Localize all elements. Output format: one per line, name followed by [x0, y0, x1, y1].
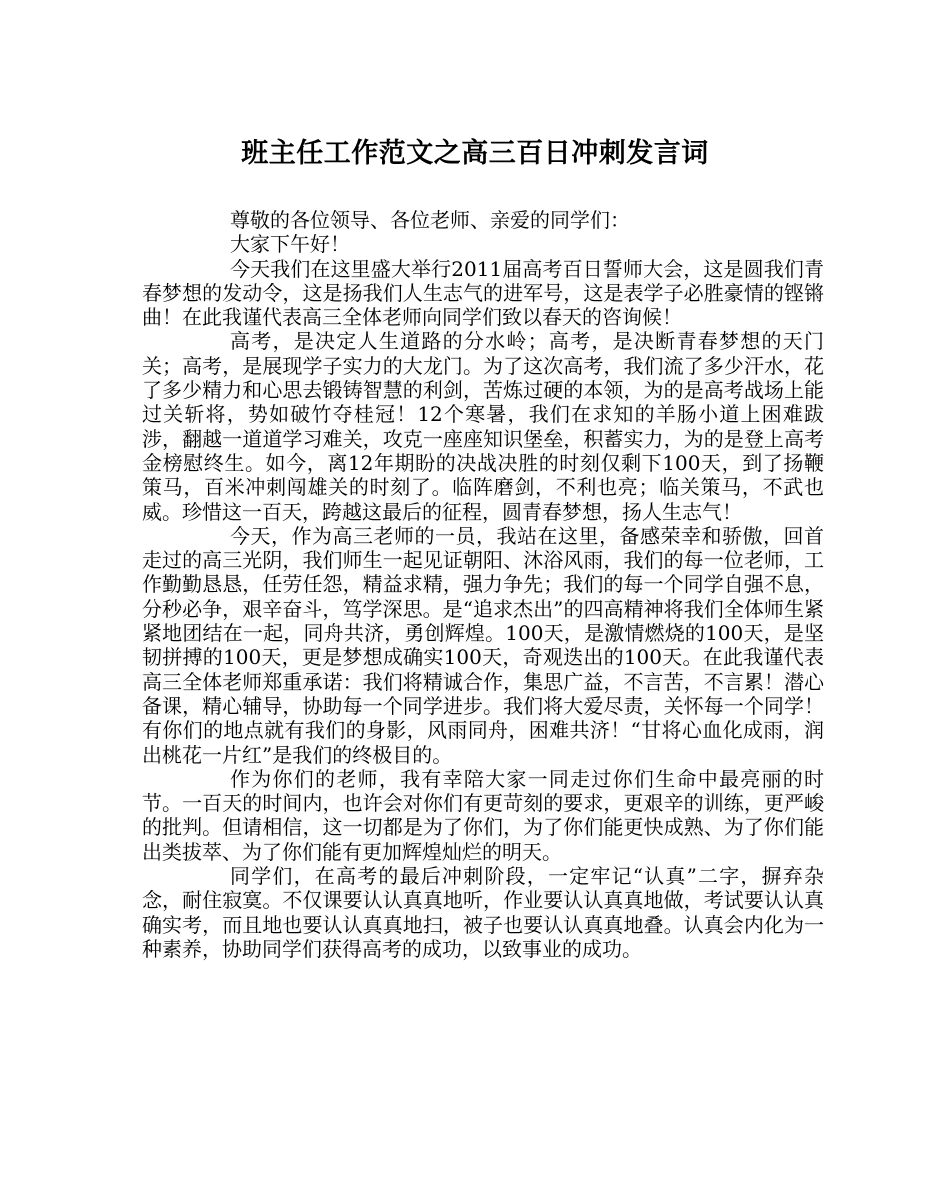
paragraph: 今天，作为高三老师的一员，我站在这里，备感荣幸和骄傲，回首走过的高三光阴，我们师生一起见证朝阳、沐浴风雨，我们的每一位老师，工作勤勤恳恳，任劳任怨，精益求精，强力争先；我们的每一个同学自强不息，分秒必争，艰辛奋斗，笃学深思。是“追求杰出”的四高精神将我们全体师生紧紧地团结在一起，同舟共济，勇创辉煌。100天，是激情燃烧的100天，是坚韧拼搏的100天，更是梦想成确实100天，奇观迭出的100天。在此我谨代表高三全体老师郑重承诺：我们将精诚合作，集思广益，不言苦，不言累！潜心备课，精心辅导，协助每一个同学进步。我们将大爱尽责，关怀每一个同学！有你们的地点就有我们的身影，风雨同舟，困难共济！“甘将心血化成雨，润出桃花一片红”是我们的终极目的。 — [142, 523, 824, 767]
paragraph: 今天我们在这里盛大举行2011届高考百日誓师大会，这是圆我们青春梦想的发动令，这是扬我们人生志气的进军号，这是表学子必胜豪情的铿锵曲！在此我谨代表高三全体老师向同学们致以春天的咨询候！ — [142, 256, 824, 330]
paragraph: 高考，是决定人生道路的分水岭；高考，是决断青春梦想的天门关；高考，是展现学子实力的大龙门。为了这次高考，我们流了多少汗水，花了多少精力和心思去锻铸智慧的利剑，苦炼过硬的本领，为的是高考战场上能过关斩将，势如破竹夺桂冠！12个寒暑，我们在求知的羊肠小道上困难跋涉，翻越一道道学习难关，攻克一座座知识堡垒，积蓄实力，为的是登上高考金榜慰终生。如今，离12年期盼的决战决胜的时刻仅剩下100天，到了扬鞭策马，百米冲刺闯雄关的时刻了。临阵磨剑，不利也亮；临关策马，不武也威。珍惜这一百天，跨越这最后的征程，圆青春梦想，扬人生志气！ — [142, 329, 824, 524]
greeting: 大家下午好！ — [230, 232, 350, 257]
document-body — [142, 208, 824, 961]
salutation: 尊敬的各位领导、各位老师、亲爱的同学们： — [230, 208, 630, 232]
paragraph: 作为你们的老师，我有幸陪大家一同走过你们生命中最亮丽的时节。一百天的时间内，也许会对你们有更苛刻的要求，更艰辛的训练，更严峻的批判。但请相信，这一切都是为了你们，为了你们能更快成熟、为了你们能出类拔萃、为了你们能有更加辉煌灿烂的明天。 — [142, 766, 824, 864]
document-title: 班主任工作范文之高三百日冲刺发言词 — [241, 138, 709, 169]
paragraph: 同学们，在高考的最后冲刺阶段，一定牢记“认真”二字，摒弃杂念，耐住寂寞。不仅课要认认真真地听，作业要认认真真地做，考试要认认真确实考，而且地也要认认真真地扫，被子也要认认真真地叠。认真会内化为一种素养，协助同学们获得高考的成功，以致事业的成功。 — [142, 864, 824, 961]
